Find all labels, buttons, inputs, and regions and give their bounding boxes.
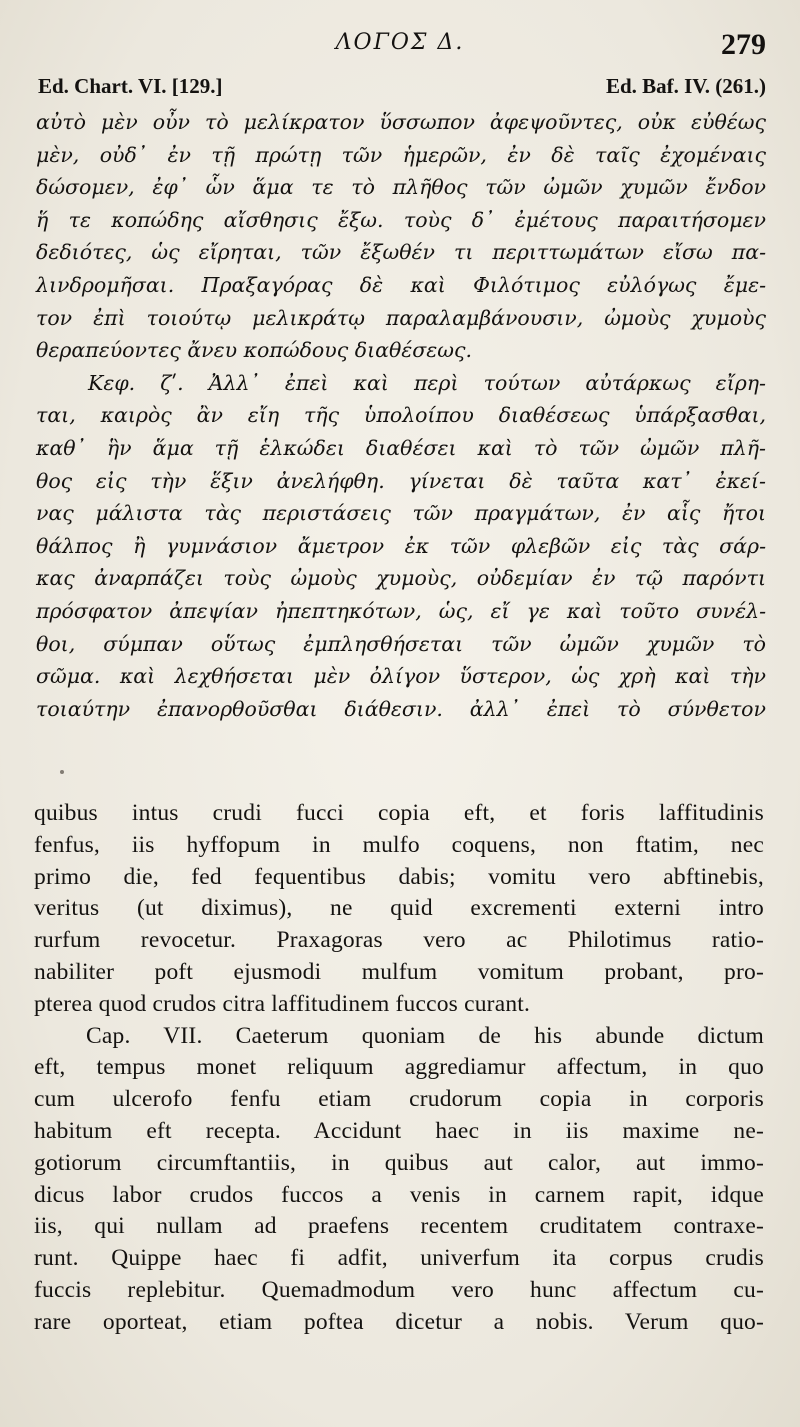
greek-chapter-heading-line: Κεφ. ζʹ. Ἀλλ᾽ ἐπεὶ καὶ περὶ τούτων αὐτάρκως εἴρη- [88,370,766,395]
greek-line: καθ᾽ ἣν ἅμα τῇ ἑλκώδει διαθέσει καὶ τὸ τῶν ὠμῶν πλῆ- [36,435,766,460]
latin-line: cum ulcerofo fenfu etiam crudorum copia in corporis [34,1086,764,1113]
latin-line: dicus labor crudos fuccos a venis in carnem rapit, idque [34,1181,764,1208]
latin-text-block [34,798,764,1339]
page-number: 279 [721,28,766,61]
latin-chapter-heading-line: Cap. VII. Caeterum quoniam de his abunde dictum [86,1022,764,1049]
latin-line: pterea quod crudos citra laffitudinem fuccos curant. [34,990,531,1017]
running-title: ΛΟΓΟΣ Δ. [335,30,465,55]
latin-line: veritus (ut diximus), ne quid excrementi externi intro [34,895,764,922]
latin-line: fuccis replebitur. Quemadmodum vero hunc affectum cu- [34,1276,764,1303]
greek-line: θάλπος ἢ γυμνάσιον ἄμετρον ἐκ τῶν φλεβῶν εἰς τὰς σάρ- [36,533,766,558]
latin-line: iis, qui nullam ad praefens recentem cruditatem contraxe- [34,1213,764,1240]
greek-text-block [36,106,766,725]
ink-speck [60,770,64,774]
greek-line: νας μάλιστα τὰς περιστάσεις τῶν πραγμάτων, ἐν αἷς ἤτοι [36,501,766,526]
greek-line: ται, καιρὸς ἂν εἴη τῆς ὑπολοίπου διαθέσεως ὑπάρξασθαι, [36,403,766,428]
edition-reference-line [38,74,766,104]
greek-line: θοι, σύμπαν οὕτως ἐμπλησθήσεται τῶν ὠμῶν χυμῶν τὸ [36,631,766,656]
latin-line: gotiorum circumftantiis, in quibus aut calor, aut immo- [34,1149,764,1176]
edition-chartier-reference: Ed. Chart. VI. [129.] [38,74,223,98]
latin-line: runt. Quippe haec fi adfit, univerfum ita corpus crudis [34,1245,764,1272]
edition-basel-reference: Ed. Baf. IV. (261.) [605,74,766,98]
greek-line: μὲν, οὐδ᾽ ἐν τῇ πρώτῃ τῶν ἡμερῶν, ἐν δὲ ταῖς ἐχομέναις [36,142,766,167]
latin-line: habitum eft recepta. Accidunt haec in iis maxime ne- [34,1117,764,1144]
greek-line: τον ἐπὶ τοιούτῳ μελικράτῳ παραλαμβάνουσιν, ὠμοὺς χυμοὺς [36,305,766,330]
greek-line: δώσομεν, ἐφ᾽ ὧν ἅμα τε τὸ πλῆθος τῶν ὠμῶν χυμῶν ἔνδον [36,175,766,200]
latin-line: rare oporteat, etiam poftea dicetur a nobis. Verum quo- [34,1308,764,1335]
latin-line: nabiliter poft ejusmodi mulfum vomitum probant, pro- [34,958,764,985]
greek-line: αὐτὸ μὲν οὖν τὸ μελίκρατον ὕσσωπον ἀφεψοῦντες, οὐκ εὐθέως [36,110,766,134]
greek-line: θεραπεύοντες ἄνευ κοπώδους διαθέσεως. [36,338,472,363]
greek-line: ἥ τε κοπώδης αἴσθησις ἔξω. τοὺς δ᾽ ἐμέτους παραιτήσομεν [36,207,766,232]
greek-line: πρόσφατον ἀπεψίαν ἠπεπτηκότων, ὡς, εἴ γε καὶ τοῦτο συνέλ- [36,598,766,623]
latin-line: fenfus, iis hyffopum in mulfo coquens, non ftatim, nec [34,831,764,858]
latin-line: eft, tempus monet reliquum aggrediamur affectum, in quo [34,1054,764,1081]
greek-line: δεδιότες, ὡς εἴρηται, τῶν ἔξωθέν τι περιττωμάτων εἴσω πα- [36,240,766,265]
greek-line: λινδρομῆσαι. Πραξαγόρας δὲ καὶ Φιλότιμος εὐλόγως ἔμε- [36,272,766,297]
greek-line: κας ἀναρπάζει τοὺς ὠμοὺς χυμοὺς, οὐδεμίαν ἐν τῷ παρόντι [36,566,766,591]
greek-line: σῶμα. καὶ λεχθήσεται μὲν ὀλίγον ὕστερον, ὡς χρὴ καὶ τὴν [36,664,766,689]
greek-line: τοιαύτην ἐπανορθοῦσθαι διάθεσιν. ἀλλ᾽ ἐπεὶ τὸ σύνθετον [36,696,766,721]
latin-line: primo die, fed fequentibus dabis; vomitu vero abftinebis, [34,863,764,890]
greek-line: θος εἰς τὴν ἕξιν ἀνελήφθη. γίνεται δὲ ταῦτα κατ᾽ ἐκεί- [36,468,766,493]
latin-line: quibus intus crudi fucci copia eft, et foris laffitudinis [34,800,764,826]
latin-line: rurfum revocetur. Praxagoras vero ac Philotimus ratio- [34,927,764,954]
running-head [0,28,800,68]
